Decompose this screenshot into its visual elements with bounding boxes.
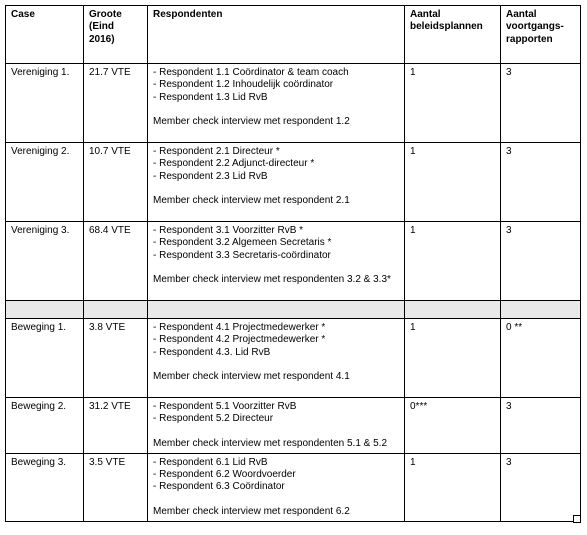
respondent-line: - Respondent 2.1 Directeur * — [153, 146, 280, 157]
header-progress-line: rapporten — [506, 33, 553, 45]
cell-case: Beweging 1. — [6, 319, 84, 398]
separator-cell — [148, 301, 405, 319]
member-check-note: Member check interview met respondent 6.2 — [153, 505, 350, 517]
header-progress-reports — [501, 6, 581, 64]
respondent-line: - Respondent 1.1 Coördinator & team coach — [153, 67, 349, 78]
cell-progress-reports: 3 — [501, 64, 581, 143]
cell-respondents — [148, 222, 405, 301]
cell-size: 68.4 VTE — [84, 222, 148, 301]
cell-policy-plans: 1 — [405, 64, 501, 143]
cell-policy-plans: 1 — [405, 453, 501, 521]
header-policy-line: beleidsplannen — [410, 21, 483, 33]
cell-respondents — [148, 398, 405, 454]
header-case: Case — [6, 6, 84, 64]
table-resize-handle[interactable] — [573, 515, 581, 523]
cell-respondents — [148, 453, 405, 521]
cell-policy-plans: 1 — [405, 319, 501, 398]
cell-size: 31.2 VTE — [84, 398, 148, 454]
header-size — [84, 6, 148, 64]
cell-policy-plans: 1 — [405, 143, 501, 222]
respondent-line: - Respondent 4.3. Lid RvB — [153, 346, 271, 358]
cell-policy-plans: 1 — [405, 222, 501, 301]
respondent-line: - Respondent 5.2 Directeur — [153, 413, 274, 425]
header-row — [6, 6, 581, 64]
table-row — [6, 64, 581, 143]
cell-case: Vereniging 1. — [6, 64, 84, 143]
header-progress-line: Aantal — [506, 9, 537, 20]
header-size-line: Groote — [89, 9, 122, 20]
respondent-line: - Respondent 3.2 Algemeen Secretaris * — [153, 237, 332, 249]
table-row — [6, 222, 581, 301]
member-check-note: Member check interview met respondent 4.1 — [153, 370, 350, 382]
table-row — [6, 453, 581, 521]
cell-policy-plans: 0*** — [405, 398, 501, 454]
separator-cell — [84, 301, 148, 319]
respondent-line: - Respondent 5.1 Voorzitter RvB — [153, 401, 297, 412]
cell-respondents — [148, 64, 405, 143]
header-progress-line: voortgangs- — [506, 21, 564, 33]
header-size-line: (Eind — [89, 21, 114, 33]
cell-case: Beweging 3. — [6, 453, 84, 521]
cell-progress-reports: 3 — [501, 143, 581, 222]
cell-progress-reports: 3 — [501, 453, 581, 521]
respondent-line: - Respondent 1.2 Inhoudelijk coördinator — [153, 79, 334, 91]
cell-case: Vereniging 2. — [6, 143, 84, 222]
cell-respondents — [148, 319, 405, 398]
table-row — [6, 143, 581, 222]
separator-cell — [405, 301, 501, 319]
member-check-note: Member check interview met respondent 2.1 — [153, 194, 350, 206]
cell-progress-reports: 3 — [501, 222, 581, 301]
cell-respondents — [148, 143, 405, 222]
header-policy-line: Aantal — [410, 9, 441, 20]
respondent-line: - Respondent 6.2 Woordvoerder — [153, 469, 296, 481]
cell-size: 10.7 VTE — [84, 143, 148, 222]
respondent-line: - Respondent 6.3 Coördinator — [153, 481, 285, 493]
member-check-note: Member check interview met respondenten 5.1 & 5.2 — [153, 437, 388, 449]
cell-case: Beweging 2. — [6, 398, 84, 454]
member-check-note: Member check interview met respondent 1.2 — [153, 115, 350, 127]
cell-case: Vereniging 3. — [6, 222, 84, 301]
header-policy-plans — [405, 6, 501, 64]
separator-cell — [6, 301, 84, 319]
cell-progress-reports: 0 ** — [501, 319, 581, 398]
separator-cell — [501, 301, 581, 319]
respondent-line: - Respondent 2.2 Adjunct-directeur * — [153, 158, 315, 170]
cell-size: 3.8 VTE — [84, 319, 148, 398]
respondent-line: - Respondent 3.3 Secretaris-coördinator — [153, 249, 331, 261]
respondent-line: - Respondent 4.2 Projectmedewerker * — [153, 334, 326, 346]
respondent-line: - Respondent 4.1 Projectmedewerker * — [153, 322, 326, 333]
respondent-line: - Respondent 1.3 Lid RvB — [153, 91, 268, 103]
case-table — [5, 5, 581, 522]
table-row — [6, 398, 581, 454]
respondent-line: - Respondent 2.3 Lid RvB — [153, 170, 268, 182]
cell-size: 21.7 VTE — [84, 64, 148, 143]
separator-row — [6, 301, 581, 319]
table-row — [6, 319, 581, 398]
header-respondents: Respondenten — [148, 6, 405, 64]
header-size-line: 2016) — [89, 33, 115, 45]
member-check-note: Member check interview met respondenten 3.2 & 3.3* — [153, 273, 391, 285]
cell-progress-reports: 3 — [501, 398, 581, 454]
respondent-line: - Respondent 6.1 Lid RvB — [153, 456, 268, 468]
respondent-line: - Respondent 3.1 Voorzitter RvB * — [153, 225, 304, 236]
cell-size: 3.5 VTE — [84, 453, 148, 521]
